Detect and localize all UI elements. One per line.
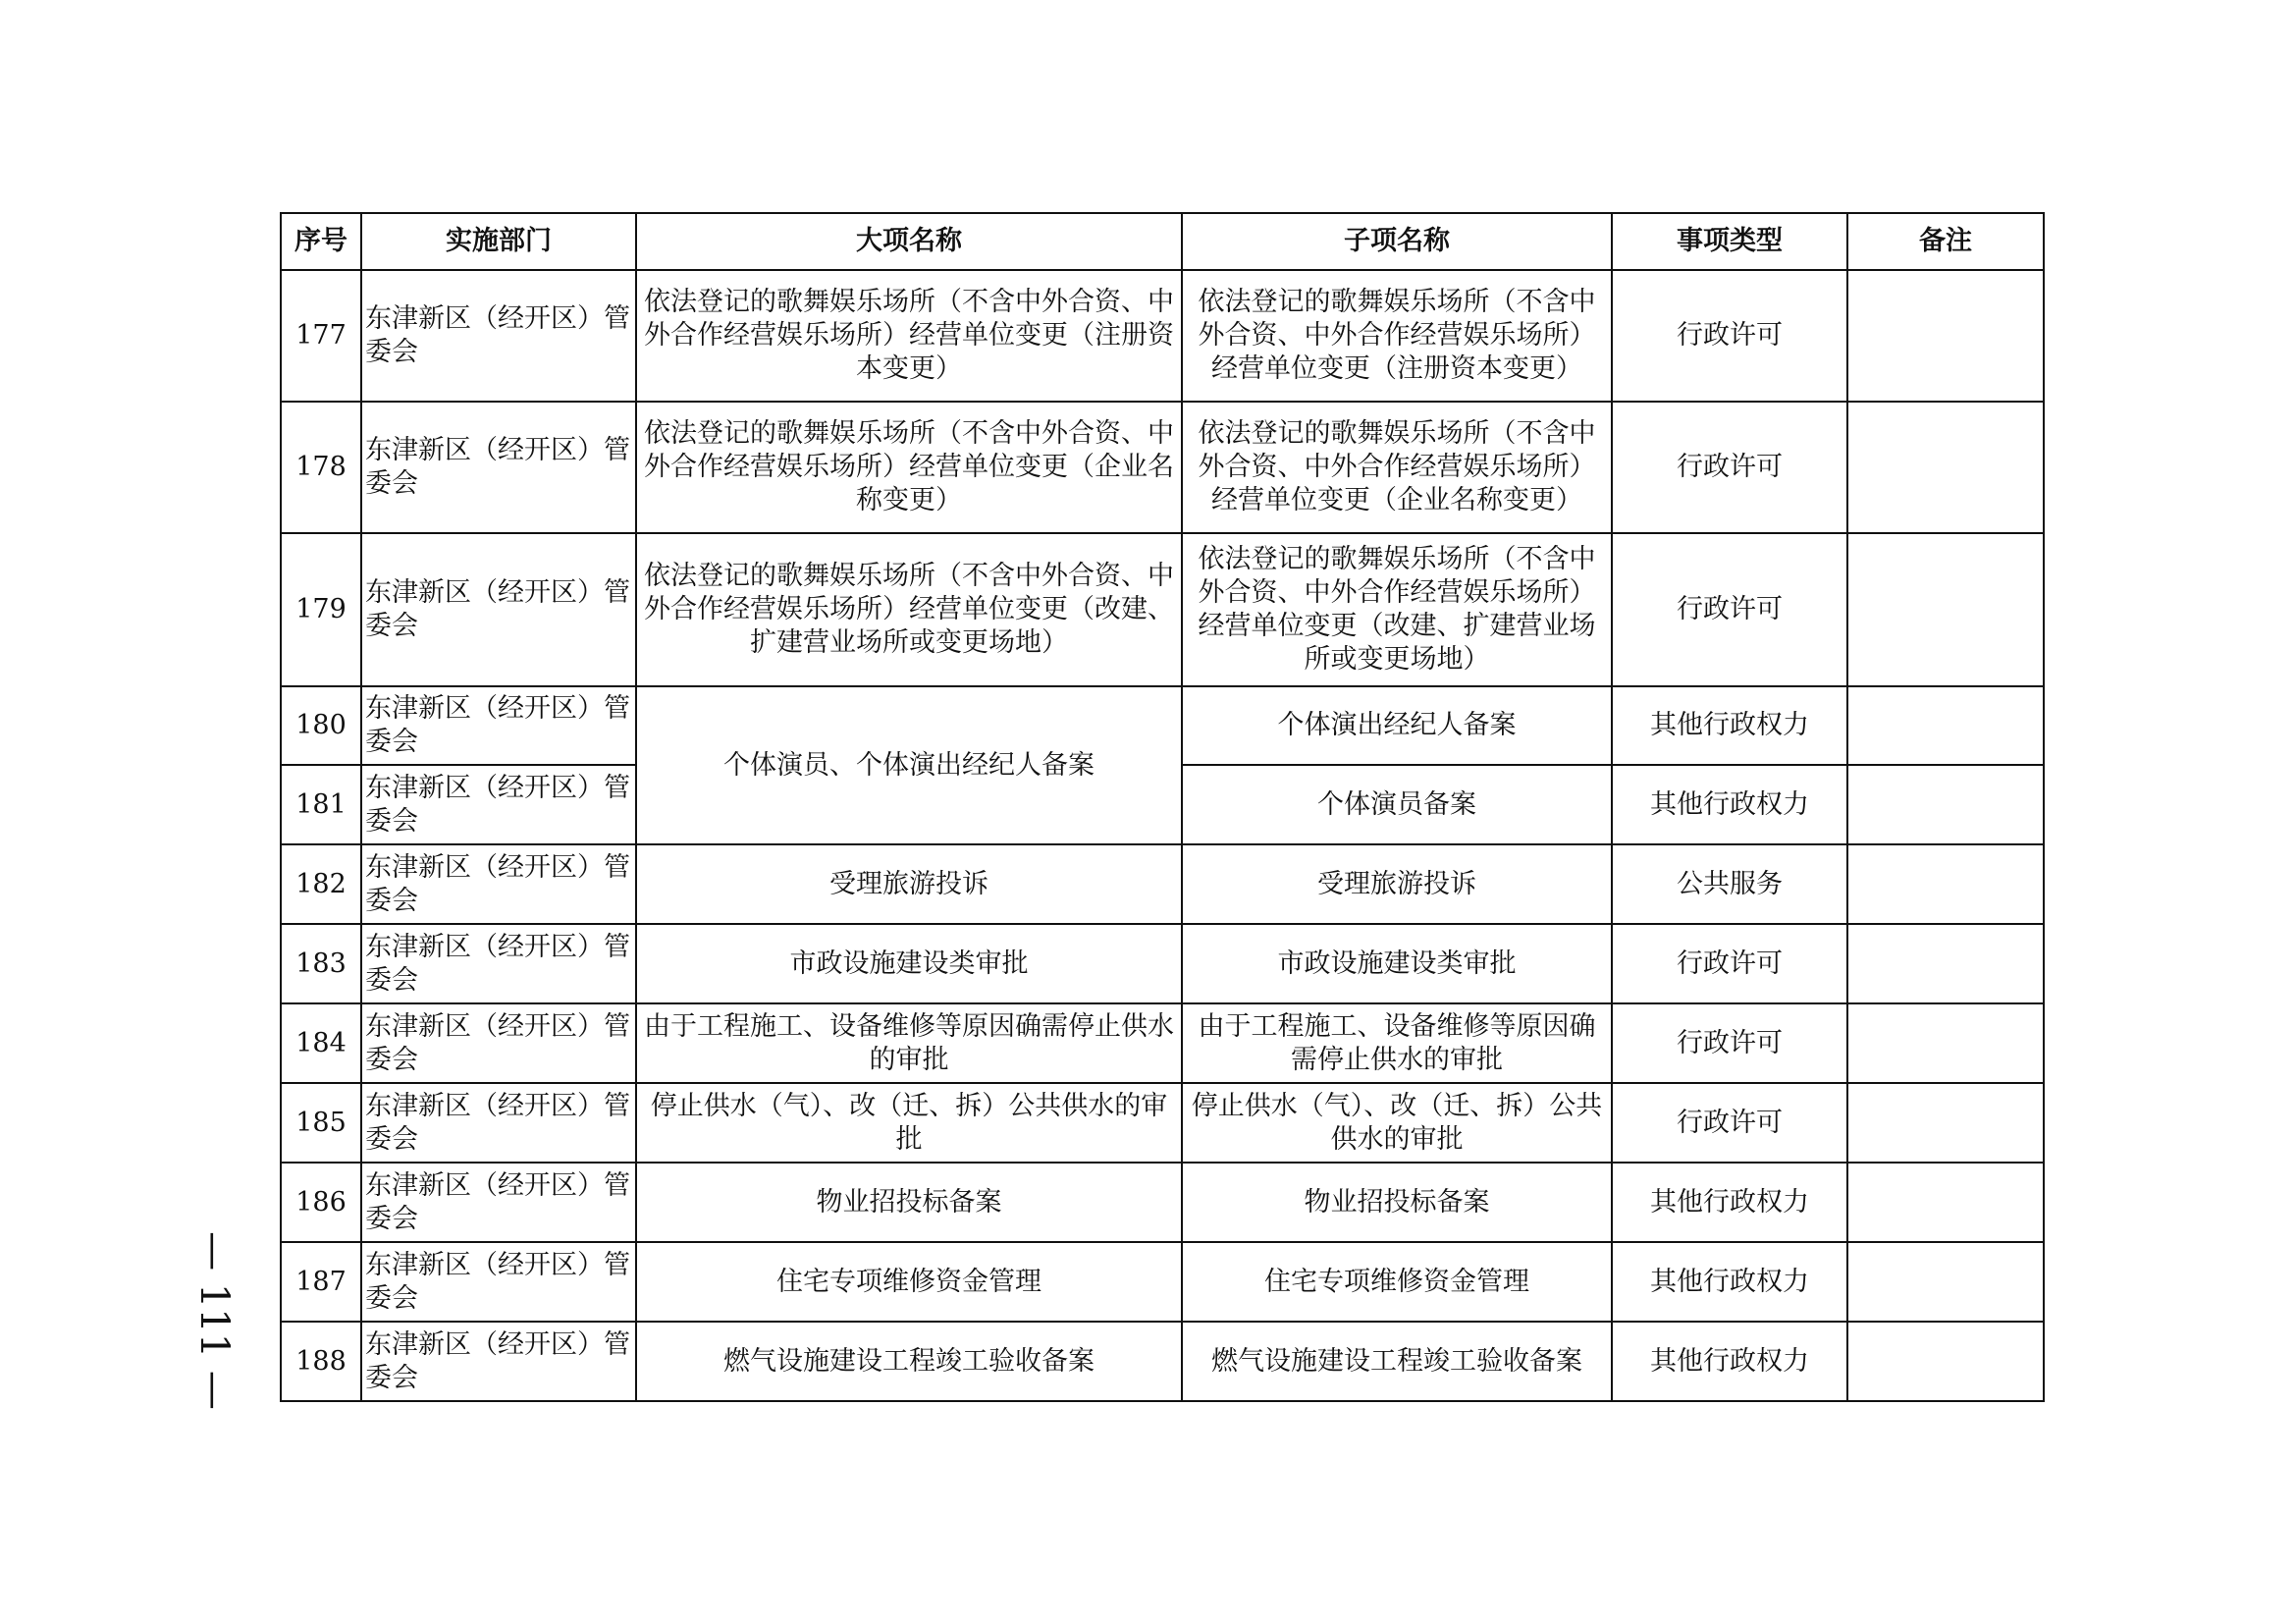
- header-main: 大项名称: [636, 213, 1182, 270]
- cell-note: [1847, 844, 2044, 924]
- cell-dept: 东津新区（经开区）管委会: [361, 1163, 636, 1242]
- cell-note: [1847, 1163, 2044, 1242]
- table-row: [281, 1163, 2044, 1242]
- cell-no: 185: [281, 1083, 361, 1163]
- cell-type: 其他行政权力: [1612, 1242, 1847, 1322]
- cell-no: 187: [281, 1242, 361, 1322]
- table-row: [281, 1322, 2044, 1401]
- page-number: [191, 1231, 237, 1410]
- cell-sub: 依法登记的歌舞娱乐场所（不含中外合资、中外合作经营娱乐场所）经营单位变更（注册资本变更）: [1182, 270, 1612, 402]
- table-row: [281, 402, 2044, 533]
- cell-dept: 东津新区（经开区）管委会: [361, 844, 636, 924]
- cell-type: 行政许可: [1612, 924, 1847, 1003]
- cell-main: 由于工程施工、设备维修等原因确需停止供水的审批: [636, 1003, 1182, 1083]
- table-row: [281, 844, 2044, 924]
- cell-no: 178: [281, 402, 361, 533]
- cell-no: 177: [281, 270, 361, 402]
- table-row: [281, 686, 2044, 765]
- cell-type: 行政许可: [1612, 270, 1847, 402]
- cell-no: 181: [281, 765, 361, 844]
- cell-main: 停止供水（气）、改（迁、拆）公共供水的审批: [636, 1083, 1182, 1163]
- cell-note: [1847, 924, 2044, 1003]
- cell-note: [1847, 270, 2044, 402]
- cell-dept: 东津新区（经开区）管委会: [361, 765, 636, 844]
- cell-type: 其他行政权力: [1612, 765, 1847, 844]
- cell-type: 行政许可: [1612, 402, 1847, 533]
- table-row: [281, 1083, 2044, 1163]
- cell-main: 住宅专项维修资金管理: [636, 1242, 1182, 1322]
- header-no: 序号: [281, 213, 361, 270]
- cell-note: [1847, 1083, 2044, 1163]
- cell-type: 行政许可: [1612, 533, 1847, 686]
- page-number-text: — 111 —: [191, 1231, 237, 1410]
- header-note: 备注: [1847, 213, 2044, 270]
- cell-sub: 受理旅游投诉: [1182, 844, 1612, 924]
- matters-table: [280, 212, 2045, 1402]
- cell-type: 其他行政权力: [1612, 686, 1847, 765]
- cell-type: 其他行政权力: [1612, 1163, 1847, 1242]
- cell-dept: 东津新区（经开区）管委会: [361, 1242, 636, 1322]
- cell-main: 市政设施建设类审批: [636, 924, 1182, 1003]
- cell-note: [1847, 1003, 2044, 1083]
- cell-no: 184: [281, 1003, 361, 1083]
- cell-sub: 依法登记的歌舞娱乐场所（不含中外合资、中外合作经营娱乐场所）经营单位变更（企业名称变更）: [1182, 402, 1612, 533]
- cell-no: 188: [281, 1322, 361, 1401]
- cell-sub: 住宅专项维修资金管理: [1182, 1242, 1612, 1322]
- cell-note: [1847, 1322, 2044, 1401]
- cell-dept: 东津新区（经开区）管委会: [361, 402, 636, 533]
- header-type: 事项类型: [1612, 213, 1847, 270]
- cell-dept: 东津新区（经开区）管委会: [361, 270, 636, 402]
- cell-no: 183: [281, 924, 361, 1003]
- cell-main: 依法登记的歌舞娱乐场所（不含中外合资、中外合作经营娱乐场所）经营单位变更（改建、扩建营业场所或变更场地）: [636, 533, 1182, 686]
- cell-sub: 市政设施建设类审批: [1182, 924, 1612, 1003]
- cell-note: [1847, 402, 2044, 533]
- cell-sub: 由于工程施工、设备维修等原因确需停止供水的审批: [1182, 1003, 1612, 1083]
- cell-sub: 停止供水（气）、改（迁、拆）公共供水的审批: [1182, 1083, 1612, 1163]
- cell-main-merged: 个体演员、个体演出经纪人备案: [636, 686, 1182, 844]
- cell-dept: 东津新区（经开区）管委会: [361, 1322, 636, 1401]
- cell-sub: 依法登记的歌舞娱乐场所（不含中外合资、中外合作经营娱乐场所）经营单位变更（改建、扩建营业场所或变更场地）: [1182, 533, 1612, 686]
- cell-main: 依法登记的歌舞娱乐场所（不含中外合资、中外合作经营娱乐场所）经营单位变更（企业名称变更）: [636, 402, 1182, 533]
- cell-type: 公共服务: [1612, 844, 1847, 924]
- cell-note: [1847, 1242, 2044, 1322]
- cell-note: [1847, 533, 2044, 686]
- cell-type: 行政许可: [1612, 1003, 1847, 1083]
- cell-no: 186: [281, 1163, 361, 1242]
- table-row: [281, 924, 2044, 1003]
- cell-sub: 个体演员备案: [1182, 765, 1612, 844]
- cell-dept: 东津新区（经开区）管委会: [361, 686, 636, 765]
- cell-dept: 东津新区（经开区）管委会: [361, 533, 636, 686]
- cell-dept: 东津新区（经开区）管委会: [361, 1003, 636, 1083]
- cell-no: 180: [281, 686, 361, 765]
- cell-dept: 东津新区（经开区）管委会: [361, 924, 636, 1003]
- cell-main: 受理旅游投诉: [636, 844, 1182, 924]
- header-sub: 子项名称: [1182, 213, 1612, 270]
- header-dept: 实施部门: [361, 213, 636, 270]
- cell-sub: 燃气设施建设工程竣工验收备案: [1182, 1322, 1612, 1401]
- cell-dept: 东津新区（经开区）管委会: [361, 1083, 636, 1163]
- cell-note: [1847, 765, 2044, 844]
- cell-no: 182: [281, 844, 361, 924]
- cell-note: [1847, 686, 2044, 765]
- cell-type: 行政许可: [1612, 1083, 1847, 1163]
- table-header-row: [281, 213, 2044, 270]
- table-row: [281, 1003, 2044, 1083]
- cell-no: 179: [281, 533, 361, 686]
- cell-main: 物业招投标备案: [636, 1163, 1182, 1242]
- cell-main: 依法登记的歌舞娱乐场所（不含中外合资、中外合作经营娱乐场所）经营单位变更（注册资本变更）: [636, 270, 1182, 402]
- table-row: [281, 533, 2044, 686]
- cell-type: 其他行政权力: [1612, 1322, 1847, 1401]
- table-row: [281, 1242, 2044, 1322]
- cell-sub: 物业招投标备案: [1182, 1163, 1612, 1242]
- cell-main: 燃气设施建设工程竣工验收备案: [636, 1322, 1182, 1401]
- cell-sub: 个体演出经纪人备案: [1182, 686, 1612, 765]
- table-row: [281, 270, 2044, 402]
